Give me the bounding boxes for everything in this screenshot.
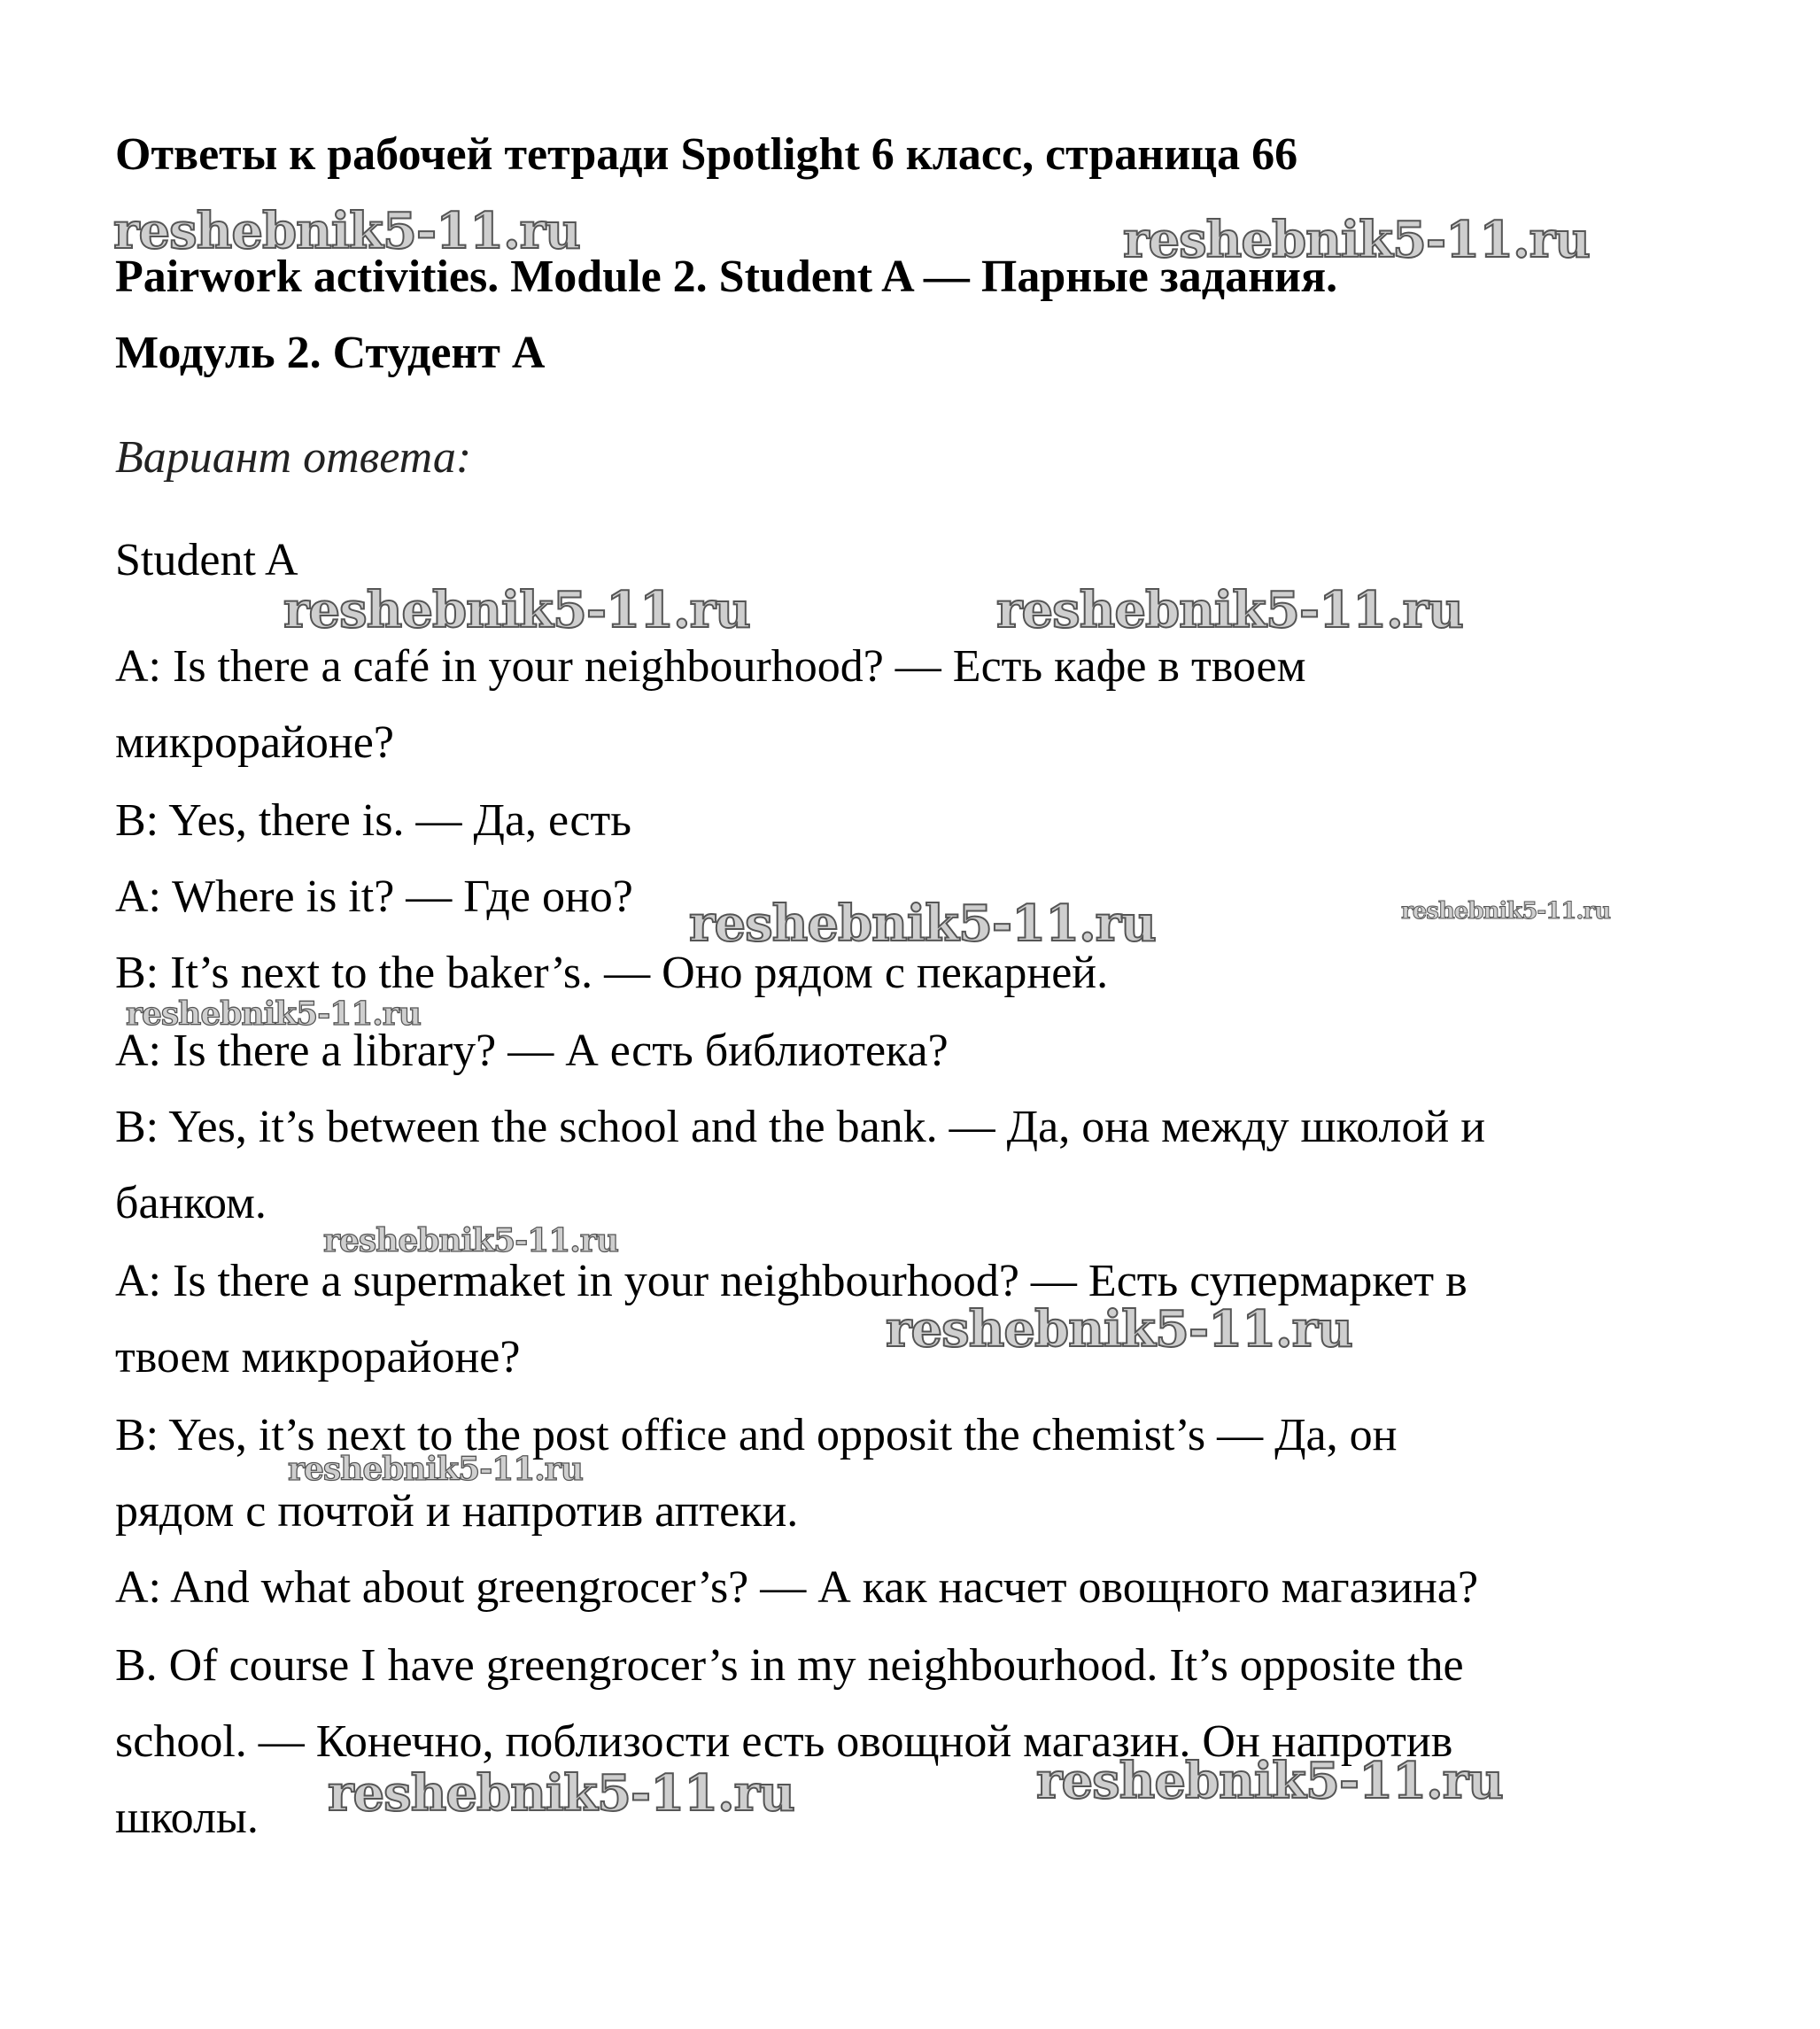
watermark: reshebnik5-11.ru [886,1300,1352,1359]
dialogue-line: school. — Конечно, поблизости есть овощной магазин. Он напротив [115,1716,1453,1767]
page-title: Ответы к рабочей тетради Spotlight 6 класс, страница 66 [115,129,1298,180]
watermark: reshebnik5-11.ru [1123,211,1590,269]
watermark: reshebnik5-11.ru [1401,898,1611,925]
dialogue-line: школы. [115,1793,259,1843]
dialogue-line: A: And what about greengrocer’s? — А как насчет овощного магазина? [115,1562,1479,1613]
dialogue-line: A: Is there a café in your neighbourhood? — Есть кафе в твоем [115,641,1306,692]
dialogue-line: твоем микрорайоне? [115,1332,521,1382]
watermark: reshebnik5-11.ru [996,581,1463,639]
watermark: reshebnik5-11.ru [328,1764,794,1823]
watermark: reshebnik5-11.ru [113,202,580,260]
watermark: reshebnik5-11.ru [126,995,421,1033]
dialogue-line: B: Yes, it’s next to the post office and opposit the chemist’s — Да, он [115,1410,1398,1460]
watermark: reshebnik5-11.ru [283,581,750,639]
dialogue-line: микрорайоне? [115,717,394,768]
watermark: reshebnik5-11.ru [323,1222,618,1259]
dialogue-line: B: Yes, it’s between the school and the bank. — Да, она между школой и [115,1102,1486,1152]
dialogue-line: A: Is there a library? — А есть библиотека? [115,1026,949,1076]
dialogue-line: банком. [115,1178,267,1228]
watermark: reshebnik5-11.ru [1036,1752,1503,1810]
section-title-line2: Модуль 2. Студент А [115,328,546,378]
variant-label: Вариант ответа: [115,432,472,483]
watermark: reshebnik5-11.ru [288,1451,583,1488]
section-title-line1: Pairwork activities. Module 2. Student A — Парные задания. [115,252,1338,302]
watermark: reshebnik5-11.ru [689,894,1156,953]
dialogue-line: B. Of course I have greengrocer’s in my neighbourhood. It’s opposite the [115,1640,1464,1691]
student-label: Student A [115,535,298,585]
dialogue-line: рядом с почтой и напротив аптеки. [115,1486,799,1537]
dialogue-line: A: Is there a supermaket in your neighbourhood? — Есть супермаркет в [115,1256,1468,1306]
dialogue-line: A: Where is it? — Где оно? [115,871,633,922]
dialogue-line: B: It’s next to the baker’s. — Оно рядом с пекарней. [115,948,1109,998]
dialogue-line: B: Yes, there is. — Да, есть [115,795,631,846]
